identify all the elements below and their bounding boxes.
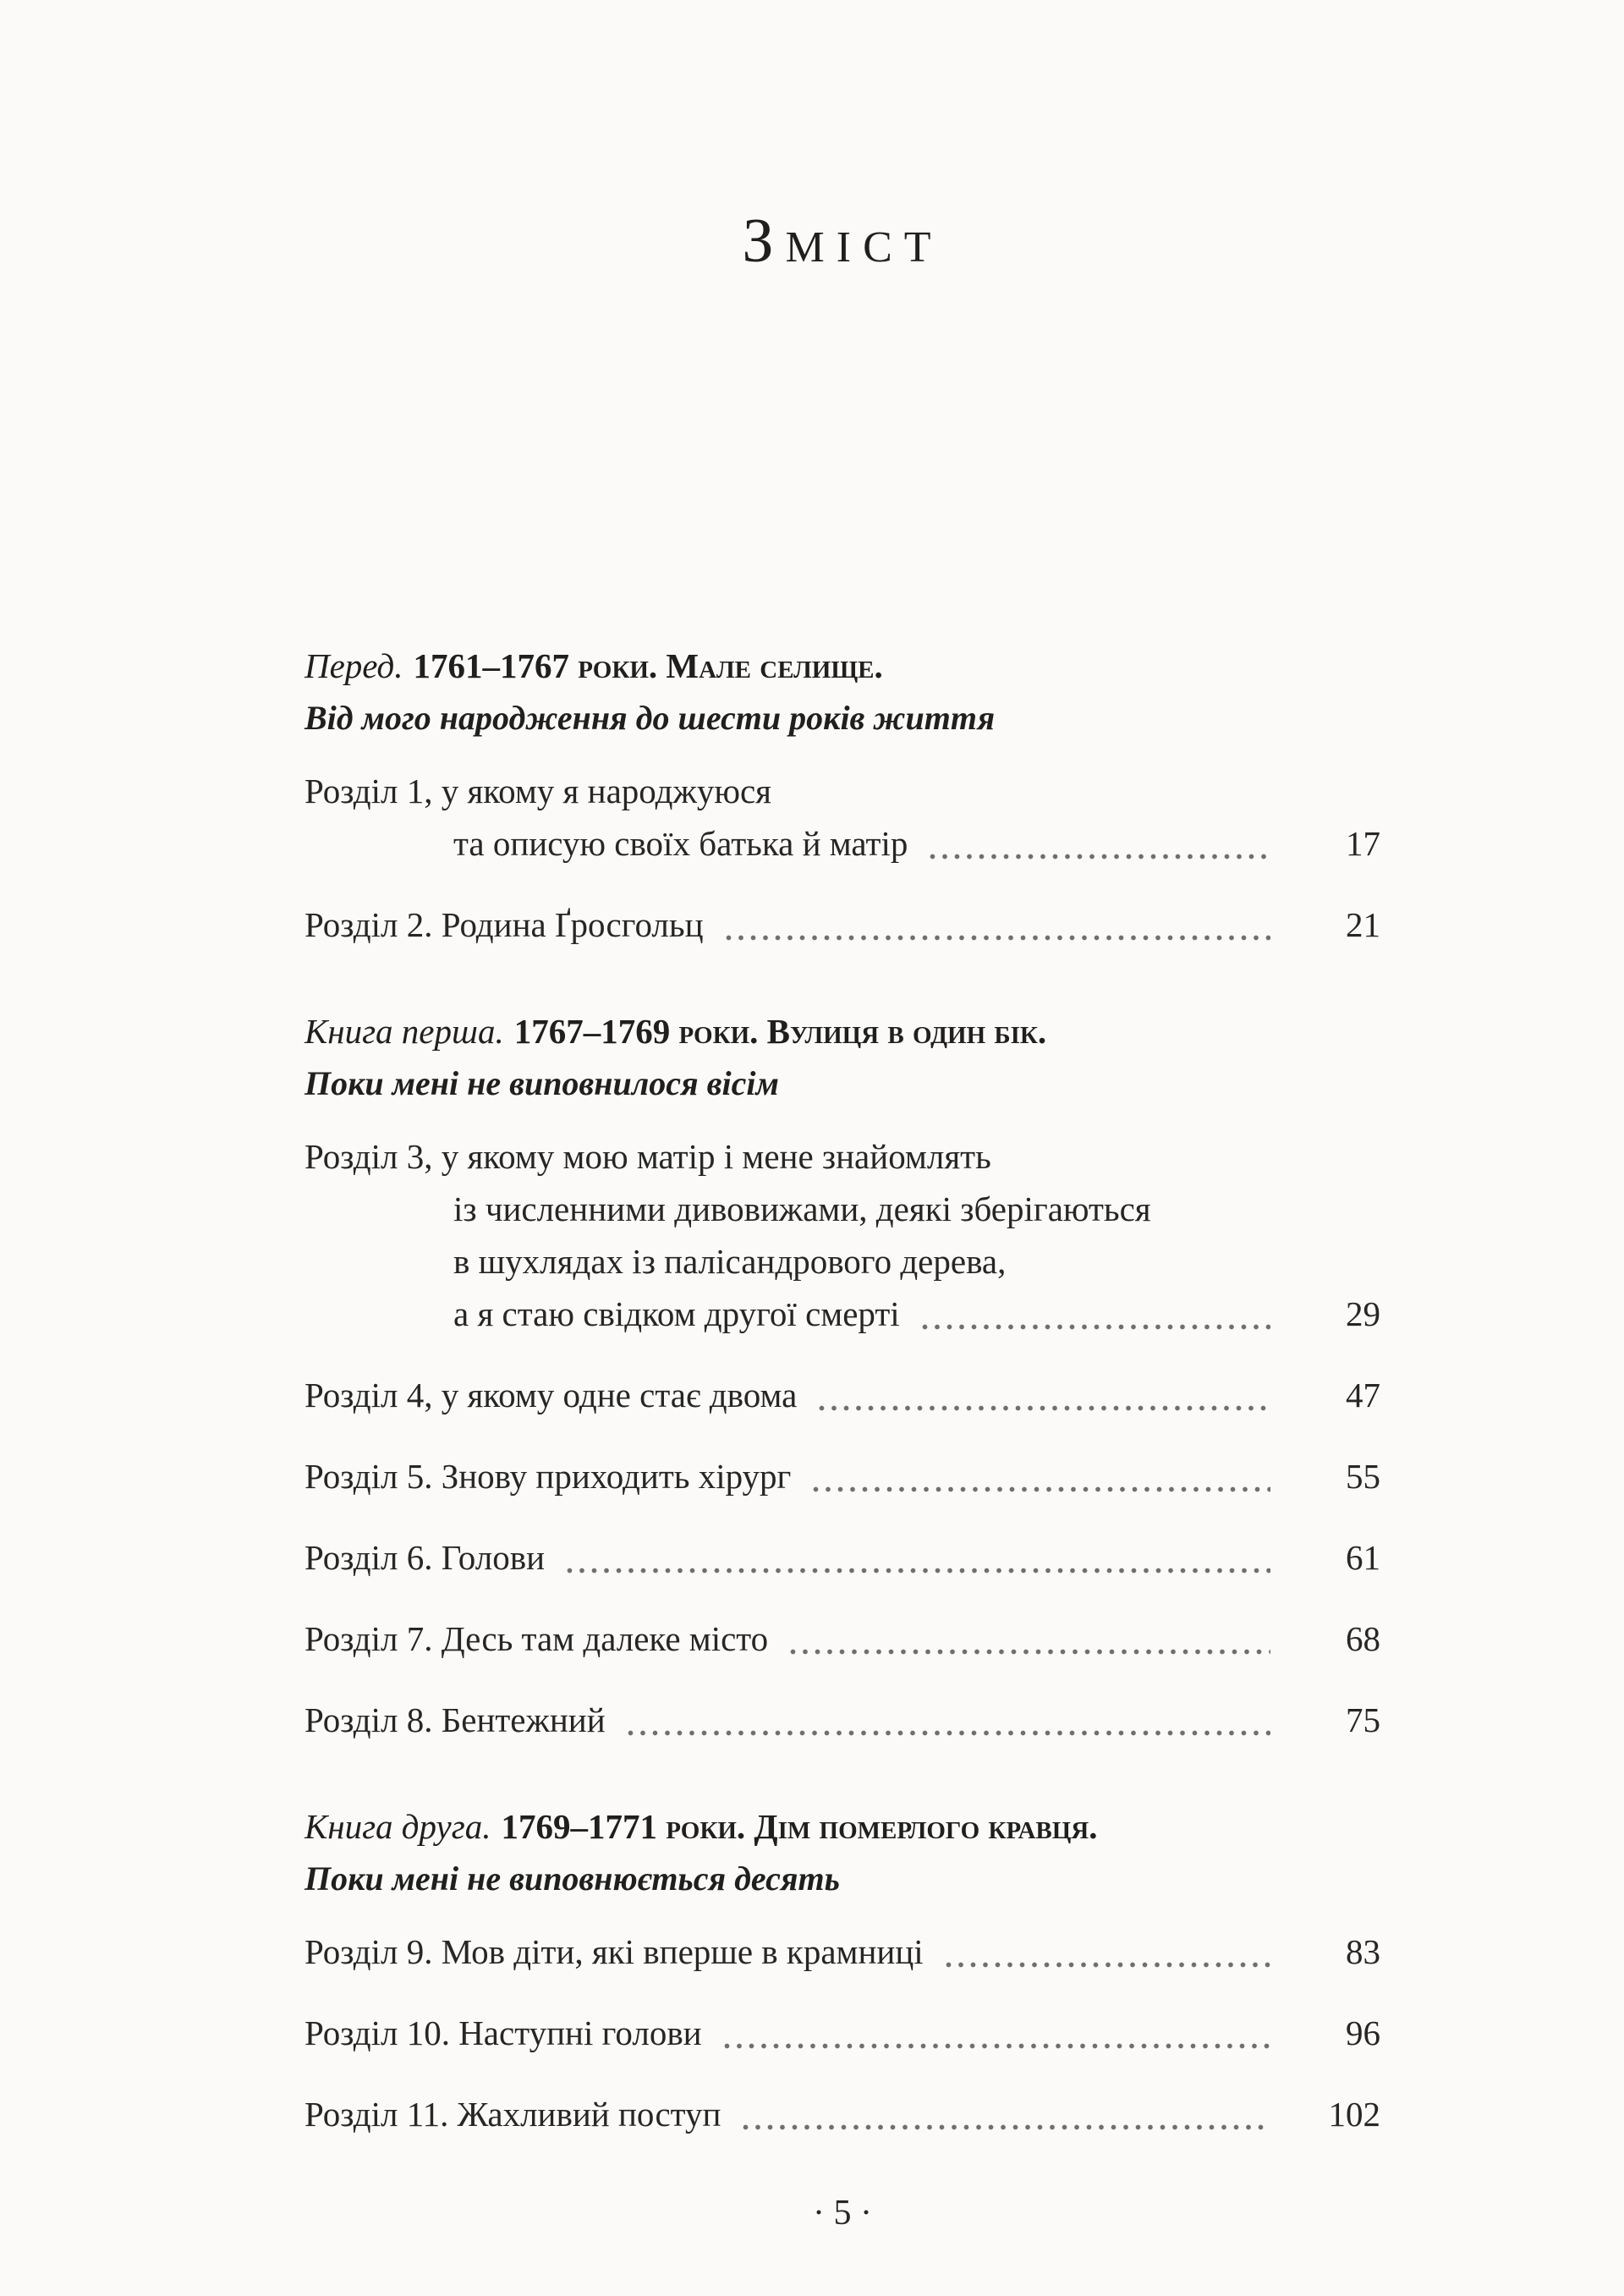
entry-last-line <box>304 898 1380 951</box>
entry-page-number: 55 <box>1346 1457 1380 1496</box>
section-heading-prefix: Книга друга. <box>304 1807 491 1846</box>
entry-last-line <box>304 1369 1380 1421</box>
toc-entry <box>304 765 1380 870</box>
section-heading-title: 1767–1769 роки. Вулиця в один бік. <box>513 1012 1047 1051</box>
entry-text: Розділ 8. Бентежний <box>304 1700 606 1739</box>
section-heading-title: 1769–1771 роки. Дім померлого кравця. <box>501 1807 1098 1846</box>
toc-entry <box>304 1612 1380 1665</box>
toc-entry <box>304 898 1380 951</box>
entry-line: Розділ 3, у якому мою матір і мене знайомлять <box>304 1137 991 1176</box>
entry-last-line <box>304 1288 1380 1340</box>
toc-entry <box>304 1925 1380 1978</box>
entry-text: Розділ 2. Родина Ґросгольц <box>304 905 704 944</box>
entry-text: Розділ 9. Мов діти, які вперше в крамниці <box>304 1932 924 1971</box>
toc-entry <box>304 1369 1380 1421</box>
dot-leader <box>628 1730 1270 1736</box>
entry-page-number: 68 <box>1346 1619 1380 1658</box>
entry-last-line <box>304 2007 1380 2059</box>
dot-leader <box>813 1486 1270 1492</box>
entry-last-line <box>304 817 1380 870</box>
dot-leader <box>819 1405 1270 1411</box>
entry-last-line <box>304 1450 1380 1502</box>
entry-page-number: 47 <box>1346 1376 1380 1414</box>
toc-entry <box>304 1694 1380 1746</box>
dot-leader <box>922 1324 1270 1330</box>
toc-entry <box>304 1450 1380 1502</box>
toc-section <box>304 1800 1380 2140</box>
entry-text: а я стаю свідком другої смерті <box>453 1294 900 1333</box>
entry-page-number: 21 <box>1346 905 1380 944</box>
section-heading <box>304 1005 1380 1057</box>
toc-entry <box>304 2088 1380 2140</box>
entry-text: та описую своїх батька й матір <box>453 824 908 863</box>
entry-last-line <box>304 1612 1380 1665</box>
toc-sections <box>304 640 1380 2140</box>
section-heading-prefix: Перед. <box>304 646 403 685</box>
section-heading <box>304 640 1380 692</box>
entry-page-number: 17 <box>1346 824 1380 863</box>
entry-last-line <box>304 1694 1380 1746</box>
toc-entry <box>304 1130 1380 1340</box>
entry-last-line <box>304 2088 1380 2140</box>
section-subtitle: Поки мені не виповнюється десять <box>304 1859 840 1898</box>
entry-text: Розділ 10. Наступні голови <box>304 2013 702 2052</box>
entry-text: Розділ 4, у якому одне стає двома <box>304 1376 798 1414</box>
dot-leader <box>567 1568 1270 1574</box>
entry-page-number: 83 <box>1346 1932 1380 1971</box>
entry-line: в шухлядах із палісандрового дерева, <box>453 1242 1007 1281</box>
section-heading-title: 1761–1767 роки. Мале селище. <box>413 646 883 685</box>
toc-entry <box>304 1531 1380 1584</box>
dot-leader <box>946 1962 1270 1968</box>
page-title: Зміст <box>742 206 943 276</box>
entry-last-line <box>304 1531 1380 1584</box>
entry-text: Розділ 6. Голови <box>304 1538 546 1577</box>
dot-leader <box>724 2043 1270 2049</box>
entry-page-number: 29 <box>1346 1294 1380 1333</box>
toc-content <box>304 0 1380 2169</box>
entry-text: Розділ 11. Жахливий поступ <box>304 2095 721 2134</box>
dot-leader <box>743 2124 1270 2130</box>
toc-section <box>304 1005 1380 1746</box>
entry-page-number: 61 <box>1346 1538 1380 1577</box>
toc-section <box>304 640 1380 951</box>
entry-text: Розділ 5. Знову приходить хірург <box>304 1457 792 1496</box>
entry-page-number: 96 <box>1346 2013 1380 2052</box>
section-subtitle: Поки мені не виповнилося вісім <box>304 1064 779 1102</box>
entry-page-number: 75 <box>1346 1700 1380 1739</box>
entry-line: із численними дивовижами, деякі зберігаються <box>453 1189 1151 1228</box>
section-heading-prefix: Книга перша. <box>304 1012 504 1051</box>
dot-leader <box>930 854 1270 860</box>
toc-entry <box>304 2007 1380 2059</box>
entry-last-line <box>304 1925 1380 1978</box>
dot-leader <box>726 935 1270 941</box>
footer-page-number: · 5 · <box>813 2194 872 2233</box>
section-subtitle: Від мого народження до шести років життя <box>304 699 996 737</box>
entry-line: Розділ 1, у якому я народжуюся <box>304 772 771 810</box>
entry-text: Розділ 7. Десь там далеке місто <box>304 1619 769 1658</box>
entry-page-number: 102 <box>1328 2095 1380 2134</box>
section-heading <box>304 1800 1380 1853</box>
dot-leader <box>790 1649 1270 1655</box>
